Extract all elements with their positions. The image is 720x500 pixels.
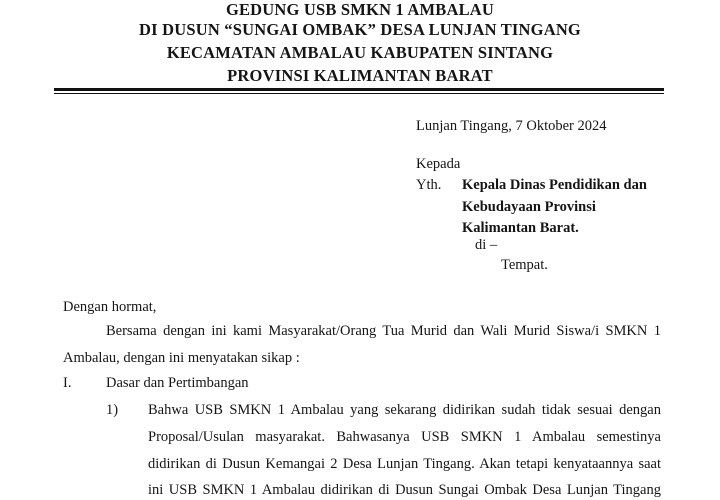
item-line-4: ini USB SMKN 1 Ambalau didirikan di Dusun Sungai Ombak Desa Lunjan Tingang [148,482,661,498]
letterhead-line-3: KECAMATAN AMBALAU KABUPATEN SINTANG [166,43,554,62]
section-numeral: I. [63,375,72,391]
letterhead-line-2: DI DUSUN “SUNGAI OMBAK” DESA LUNJAN TINGANG [139,20,581,39]
address-tempat: Tempat. [501,257,548,273]
intro-line-1: Bersama dengan ini kami Masyarakat/Orang Tua Murid dan Wali Murid Siswa/i SMKN 1 [106,323,661,339]
section-title: Dasar dan Pertimbangan [106,375,249,391]
intro-line-2: Ambalau, dengan ini menyatakan sikap : [63,350,300,366]
letterhead-divider-thick [54,88,664,91]
letterhead-line-4: PROVINSI KALIMANTAN BARAT [227,66,493,85]
date-line: Lunjan Tingang, 7 Oktober 2024 [416,118,607,134]
address-kepada: Kepada [416,156,461,172]
address-yth: Yth. [416,177,442,193]
item-line-1: Bahwa USB SMKN 1 Ambalau yang sekarang didirikan sudah tidak sesuai dengan [148,402,661,418]
greeting: Dengan hormat, [63,299,157,315]
item-line-3: didirikan di Dusun Kemangai 2 Desa Lunjan Tingang. Akan tetapi kenyataannya saat [148,456,661,472]
address-recipient-line-1: Kepala Dinas Pendidikan dan [462,177,647,193]
address-recipient-line-3: Kalimantan Barat. [462,220,579,236]
address-recipient-line-2: Kebudayaan Provinsi [462,199,596,215]
item-line-2: Proposal/Usulan masyarakat. Bahwasanya USB SMKN 1 Ambalau semestinya [148,429,661,445]
item-number: 1) [106,402,119,418]
letterhead-line-1: GEDUNG USB SMKN 1 AMBALAU [225,0,495,19]
address-di: di – [475,237,498,253]
letterhead-divider-thin [54,93,664,94]
